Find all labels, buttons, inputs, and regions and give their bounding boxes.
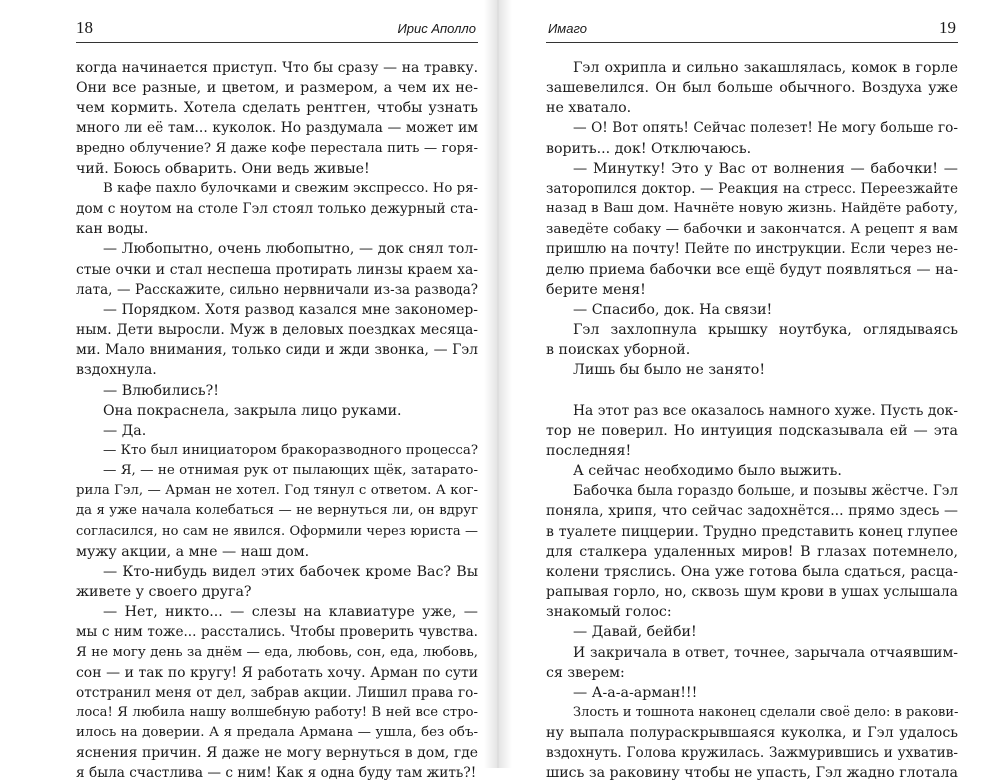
text-line: — Нет, никто... — слезы на клавиатуре уже, —	[103, 604, 478, 621]
text-line: А сейчас необходимо было выжить.	[573, 463, 842, 480]
text-line: — Влюбились?!	[103, 382, 219, 399]
text-line: ся зверем:	[546, 664, 625, 681]
book-gutter	[484, 0, 512, 768]
text-line: В кафе пахло булочками и свежим экспрессо. Но ря-	[103, 180, 479, 196]
text-line: знакомый голос:	[546, 604, 672, 621]
text-line: берите меня!	[546, 281, 646, 298]
right-running-title: Имаго	[548, 21, 587, 36]
text-line: да я уже начала колебаться — не вернуться ли, он вдруг	[76, 503, 478, 519]
text-line: Я не могу день за днём — еда, любовь, сон, еда, любовь,	[76, 644, 478, 660]
text-line: когда начинается приступ. Что бы сразу — на травку.	[76, 60, 478, 76]
text-line: дом с ноутом на столе Гэл стоял только дежурный ста-	[76, 201, 478, 218]
text-line: лоса! Я любила нашу волшебную работу! В ней все стро-	[76, 705, 478, 720]
text-line: Злость и тошнота наконец сделали своё дело: в ракови-	[573, 704, 959, 720]
text-line: ворить... док! Отключаюсь.	[546, 140, 752, 157]
left-page-header	[76, 16, 478, 43]
text-line: я была счастлива — с ним! Как я одна буду там жить?!	[76, 765, 477, 782]
text-line: мужу акции, а мне — наш дом.	[76, 543, 310, 560]
left-page	[0, 0, 484, 782]
text-line: чий. Боюсь обварить. Они ведь живые!	[76, 160, 370, 177]
text-line: лата, — Расскажите, сильно нервничали из-за развода?	[76, 281, 478, 298]
text-line: колени тряслись. Она уже готова была сдаться, расца-	[546, 563, 958, 580]
text-line: стые очки и стал неспеша протирать линзы краем ха-	[76, 261, 478, 278]
text-line: — Порядком. Хотя развод казался мне закономер-	[103, 301, 478, 318]
text-line: ным. Дети выросли. Муж в деловых поездках месяца-	[76, 322, 478, 339]
text-line: вздохнула.	[76, 362, 157, 379]
text-line: — О! Вот опять! Сейчас полезет! Не могу больше го-	[573, 120, 958, 137]
text-line: илось на доверии. А я предала Армана — ушла, без объ-	[76, 725, 478, 741]
text-line: рапывая горло, но, сквозь шум крови в ушах услышала	[546, 584, 958, 601]
text-line: не хватало.	[546, 100, 632, 117]
text-line: заторопился доктор. — Реакция на стресс. Переезжайте	[546, 180, 958, 197]
text-line: мы с ним тоже... расстались. Чтобы проверить чувства.	[76, 624, 478, 641]
text-line: — А-а-а-арман!!!	[573, 684, 698, 701]
text-line: — Кто был инициатором бракоразводного процесса?	[103, 442, 478, 458]
right-page	[512, 0, 1000, 782]
text-line: яснения причин. Я даже не могу вернуться в дом, где	[76, 745, 478, 762]
text-line: поняла, хрипя, что сейчас задохнётся... прямо здесь —	[546, 503, 958, 520]
text-line: Гэл захлопнула крышку ноутбука, оглядываясь	[573, 322, 958, 339]
text-line: Лишь бы было не занято!	[573, 362, 766, 379]
text-line: Они все разные, и цветом, и размером, а чем их не-	[76, 80, 478, 97]
text-line: — Да.	[103, 422, 147, 439]
text-line: вздохнуть. Голова кружилась. Зажмурившись и ухватив-	[546, 745, 958, 762]
text-line: Гэл охрипла и сильно закашлялась, комок в горле	[573, 60, 958, 76]
left-page-text	[76, 58, 478, 784]
text-line: тор не поверил. Но интуиция подсказывала ей — эта	[546, 422, 958, 439]
text-line: Она покраснела, закрыла лицо руками.	[103, 402, 402, 419]
text-line: шись за раковину чтобы не упасть, Гэл жадно глотала	[546, 765, 958, 782]
left-page-number: 18	[76, 18, 93, 37]
text-line: ми. Мало внимания, только сиди и жди звонка, — Гэл	[76, 342, 478, 359]
text-line: назад в Ваш дом. Начнёте новую жизнь. Найдёте работу,	[546, 201, 958, 217]
section-break	[546, 381, 958, 401]
text-line: рила Гэл, — Арман не хотел. Год тянул с ответом. А ког-	[76, 483, 478, 499]
text-line: — Давай, бейби!	[573, 624, 697, 641]
text-line: На этот раз все оказалось намного хуже. Пусть док-	[573, 402, 958, 419]
text-line: сон — и так по кругу! Я работать хочу. Арман по сути	[76, 664, 478, 681]
text-line: последняя!	[546, 442, 632, 459]
text-line: — Я, — не отнимая рук от пылающих щёк, затарато-	[103, 463, 478, 479]
left-running-title: Ирис Аполло	[397, 21, 476, 36]
text-line: — Кто-нибудь видел этих бабочек кроме Вас? Вы	[103, 563, 478, 580]
text-line: много ли её там... куколок. Но раздумала — может им	[76, 120, 478, 137]
text-line: чем кормить. Хотела сделать рентген, чтобы узнать	[76, 100, 478, 117]
text-line: ну выпала полураскрывшаяся куколка, и Гэл удалось	[546, 725, 958, 742]
text-line: Бабочка была гораздо больше, и позывы жёстче. Гэл	[573, 483, 958, 500]
text-line: для сталкера удаленных миров! В глазах потемнело,	[546, 543, 958, 560]
text-line: — Любопытно, очень любопытно, — док снял тол-	[103, 241, 478, 258]
right-page-header	[546, 16, 958, 43]
text-line: делю приема бабочки все ещё будут появляться — на-	[546, 261, 958, 278]
text-line: согласился, но сам не явился. Оформили через юриста —	[76, 523, 478, 539]
text-line: заведёте собаку — бабочки и закончатся. А рецепт я вам	[546, 221, 958, 238]
text-line: И закричала в ответ, точнее, зарычала отчаявшим-	[573, 644, 958, 661]
text-line: — Минутку! Это у Вас от волнения — бабочки! —	[573, 160, 958, 177]
text-line: вредно облучение? Я даже кофе перестала пить — горя-	[76, 140, 478, 156]
right-page-number: 19	[939, 18, 956, 37]
text-line: в поисках уборной.	[546, 342, 691, 359]
text-line: отстранил меня от дел, забрав акции. Лишил права го-	[76, 684, 478, 701]
text-line: зашевелился. Он был больше обычного. Воздуха уже	[546, 80, 958, 97]
text-line: кан воды.	[76, 221, 149, 238]
text-line: живете у своего друга?	[76, 584, 252, 601]
right-page-text	[546, 58, 958, 784]
text-line: в туалете пиццерии. Трудно представить конец глупее	[546, 523, 958, 540]
text-line: — Спасибо, док. На связи!	[573, 301, 773, 318]
text-line: пришлю на почту! Пейте по инструкции. Если через не-	[546, 241, 958, 258]
